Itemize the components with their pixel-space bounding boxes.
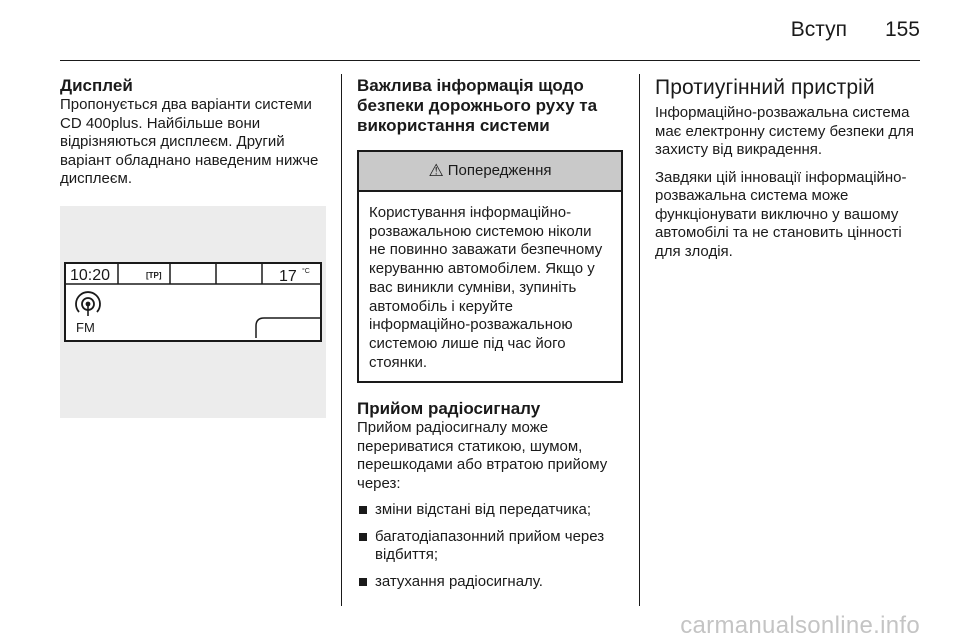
watermark: carmanualsonline.info xyxy=(680,612,920,639)
column-divider-2 xyxy=(639,74,640,606)
section-title: Вступ xyxy=(790,18,847,41)
display-screen xyxy=(64,262,322,342)
display-illustration xyxy=(60,206,326,418)
list-item-text: багатодіапазонний прийом через відбиття; xyxy=(375,527,605,564)
list-item xyxy=(357,573,625,592)
bullet-square xyxy=(359,533,367,541)
display-heading: Дисплей xyxy=(60,76,133,95)
header-rule xyxy=(60,60,920,61)
reception-heading: Прийом радіосигналу xyxy=(357,399,541,419)
antitheft-heading: Протиугінний пристрій xyxy=(655,76,875,99)
display-curve xyxy=(256,318,320,338)
column-display xyxy=(60,76,326,418)
column-safety xyxy=(357,76,625,599)
warning-box xyxy=(357,150,623,383)
display-temperature: 17 xyxy=(279,267,297,285)
list-item-text: зміни відстані від передатчика; xyxy=(375,501,592,519)
bullet-square xyxy=(359,578,367,586)
tp-indicator: [TP] xyxy=(146,270,162,280)
warning-title: Попередження xyxy=(447,161,552,179)
page-number: 155 xyxy=(884,18,920,41)
column-antitheft xyxy=(655,76,920,270)
display-screen-graphic xyxy=(66,264,320,340)
list-item-text: затухання радіосигналу. xyxy=(375,572,543,590)
list-item xyxy=(357,528,625,565)
temperature-unit: °C xyxy=(302,267,310,275)
warning-header xyxy=(359,152,621,192)
safety-heading: Важлива інформація щодо безпеки дорожнього руху та використання системи xyxy=(357,76,598,135)
reception-list xyxy=(357,501,625,591)
page-header xyxy=(791,18,920,42)
warning-text: Користування інформаційно-розважальною системою ніколи не повинно заважати безпечному керуванню автомобілем. Якщо у вас виникли сумніви, зупиніть автомобіль і керуйте інформаційно-розважальною системою лише під час його стоянки. xyxy=(369,204,603,371)
warning-icon: ⚠ xyxy=(428,160,444,180)
band-label: FM xyxy=(76,319,95,335)
display-paragraph: Пропонується два варіанти системи CD 400plus. Найбільше вони відрізняються дисплеєм. Другий варіант обладнано наведеним нижче дисплеєм. xyxy=(60,96,319,187)
list-item xyxy=(357,501,625,520)
column-divider-1 xyxy=(341,74,342,606)
display-time: 10:20 xyxy=(70,266,111,284)
radio-signal-icon xyxy=(76,292,100,316)
antitheft-paragraph-2: Завдяки цій інновації інформаційно-розважальна система може функціонувати виключно у вашому автомобілі та не становить цінності для злодія. xyxy=(655,168,907,260)
antitheft-paragraph-1: Інформаційно-розважальна система має електронну систему безпеки для захисту від викрадення. xyxy=(655,104,915,158)
reception-intro: Прийом радіосигналу може перериватися статикою, шумом, перешкодами або втратою прийому через: xyxy=(357,419,608,492)
bullet-square xyxy=(359,506,367,514)
